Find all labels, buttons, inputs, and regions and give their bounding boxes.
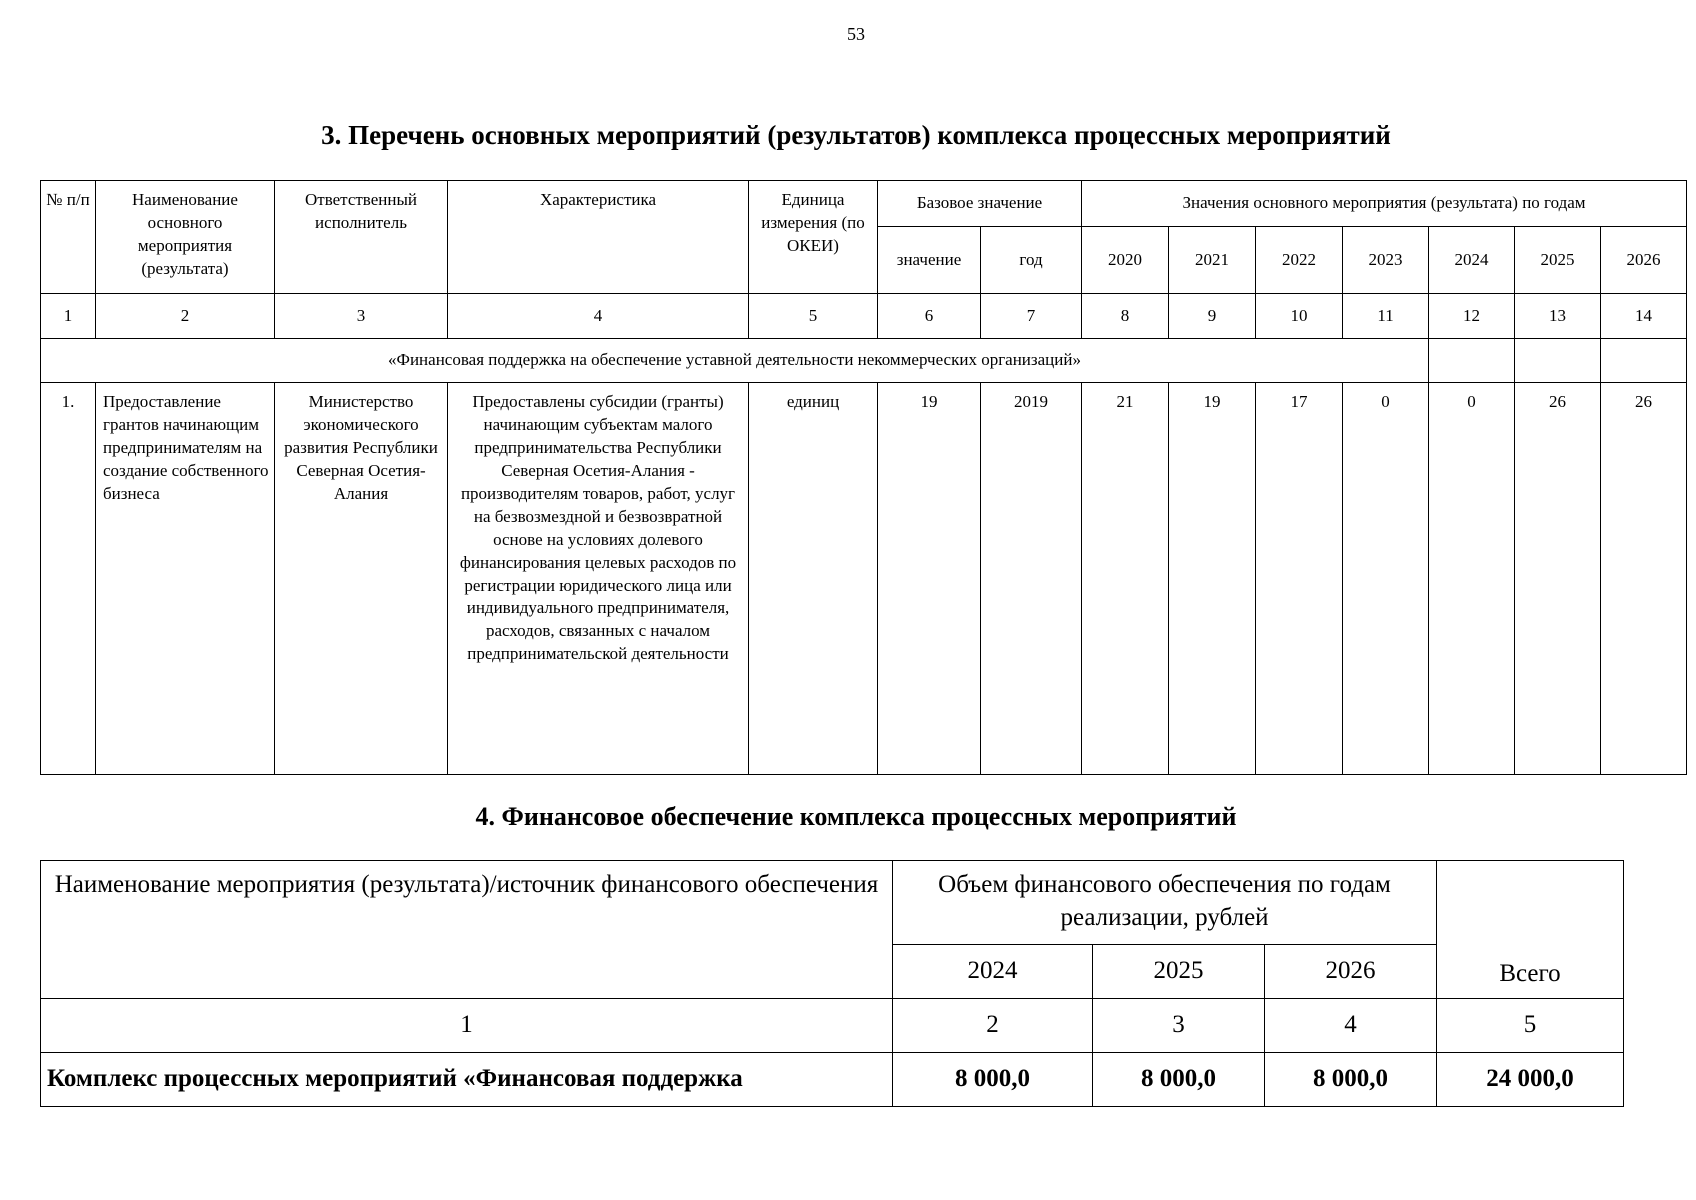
row-characteristic: Предоставлены субсидии (гранты) начинающим субъектам малого предпринимательства Республики Северная Осетия-Алания - производителям товаров, работ, услуг на безвозмездной и безвозвратной основе на условиях долевого финансирования целевых расходов по регистрации юридического лица или индивидуального предпринимателя, расходов, связанных с началом предпринимательской деятельности [448, 383, 749, 775]
column-number: 3 [1093, 999, 1265, 1053]
header-num: № п/п [41, 181, 96, 294]
column-number: 7 [981, 294, 1082, 339]
row-year-value: 21 [1082, 383, 1169, 775]
column-number: 14 [1601, 294, 1687, 339]
row-base-value: 19 [878, 383, 981, 775]
row-year-value: 8 000,0 [1265, 1053, 1437, 1107]
header-year: 2024 [893, 945, 1093, 999]
column-number: 11 [1343, 294, 1429, 339]
row-num: 1. [41, 383, 96, 775]
header-total: Всего [1437, 861, 1624, 999]
row-year-value: 8 000,0 [893, 1053, 1093, 1107]
row-year-value: 8 000,0 [1093, 1053, 1265, 1107]
table-row [41, 383, 1687, 775]
row-responsible: Министерство экономического развития Республики Северная Осетия-Алания [275, 383, 448, 775]
empty-cell [1601, 339, 1687, 383]
empty-cell [1515, 339, 1601, 383]
empty-cell [1429, 339, 1515, 383]
column-number: 2 [96, 294, 275, 339]
header-unit: Единица измерения (по ОКЕИ) [749, 181, 878, 294]
header-year: 2025 [1515, 227, 1601, 294]
header-name: Наименование основного мероприятия (результата) [96, 181, 275, 294]
row-year-value: 0 [1429, 383, 1515, 775]
row-year-value: 17 [1256, 383, 1343, 775]
row-name: Предоставление грантов начинающим предпринимателям на создание собственного бизнеса [96, 383, 275, 775]
row-unit: единиц [749, 383, 878, 775]
column-number: 1 [41, 999, 893, 1053]
row-name: Комплекс процессных мероприятий «Финансовая поддержка [41, 1053, 893, 1107]
column-number: 12 [1429, 294, 1515, 339]
section3-title: 3. Перечень основных мероприятий (результатов) комплекса процессных мероприятий [321, 120, 1391, 150]
column-number: 5 [1437, 999, 1624, 1053]
row-total: 24 000,0 [1437, 1053, 1624, 1107]
header-by-years: Значения основного мероприятия (результата) по годам [1082, 181, 1687, 227]
header-year: 2026 [1265, 945, 1437, 999]
header-year: 2021 [1169, 227, 1256, 294]
column-number: 4 [1265, 999, 1437, 1053]
header-year: 2024 [1429, 227, 1515, 294]
column-number: 3 [275, 294, 448, 339]
column-number: 13 [1515, 294, 1601, 339]
section4-title: 4. Финансовое обеспечение комплекса процессных мероприятий [475, 802, 1237, 831]
header-year: 2022 [1256, 227, 1343, 294]
table-row [41, 1053, 1624, 1107]
row-year-value: 19 [1169, 383, 1256, 775]
header-name: Наименование мероприятия (результата)/источник финансового обеспечения [41, 861, 893, 999]
header-base-year: год [981, 227, 1082, 294]
header-year: 2023 [1343, 227, 1429, 294]
column-number: 9 [1169, 294, 1256, 339]
header-characteristic: Характеристика [448, 181, 749, 294]
group-title: «Финансовая поддержка на обеспечение уставной деятельности некоммерческих организаций» [41, 339, 1429, 383]
column-number: 6 [878, 294, 981, 339]
header-base-value: значение [878, 227, 981, 294]
column-number: 4 [448, 294, 749, 339]
row-year-value: 26 [1601, 383, 1687, 775]
header-volume: Объем финансового обеспечения по годам реализации, рублей [893, 861, 1437, 945]
header-year: 2026 [1601, 227, 1687, 294]
row-year-value: 26 [1515, 383, 1601, 775]
header-year: 2020 [1082, 227, 1169, 294]
column-number: 1 [41, 294, 96, 339]
column-number: 2 [893, 999, 1093, 1053]
column-number: 10 [1256, 294, 1343, 339]
header-year: 2025 [1093, 945, 1265, 999]
row-base-year: 2019 [981, 383, 1082, 775]
column-number: 8 [1082, 294, 1169, 339]
header-responsible: Ответственный исполнитель [275, 181, 448, 294]
column-number: 5 [749, 294, 878, 339]
financing-table [40, 860, 1624, 1107]
page-number: 53 [847, 24, 865, 44]
header-base: Базовое значение [878, 181, 1082, 227]
measures-table [40, 180, 1687, 775]
row-year-value: 0 [1343, 383, 1429, 775]
